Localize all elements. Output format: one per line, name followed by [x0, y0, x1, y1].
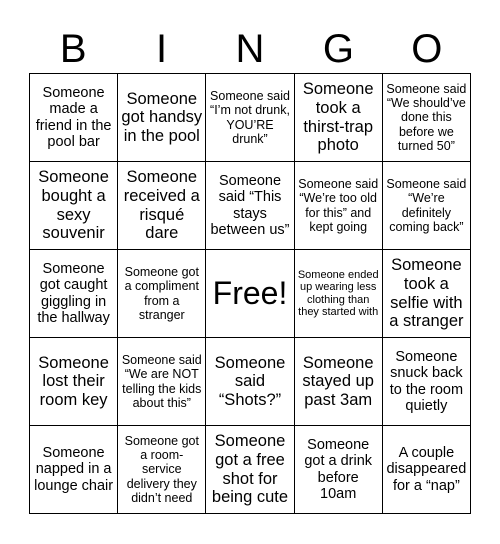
cell-text: Someone took a selfie with a stranger	[389, 256, 464, 331]
cell-text: Someone said “Shots?”	[214, 353, 286, 409]
bingo-cell[interactable]	[30, 250, 118, 338]
cell-text: Someone snuck back to the room quietly	[389, 348, 464, 414]
cell-text: Someone bought a sexy souvenir	[38, 168, 109, 243]
bingo-cell[interactable]	[206, 162, 294, 250]
bingo-cell[interactable]	[30, 74, 118, 162]
free-space-text: Free!	[212, 275, 288, 312]
cell-text: Someone took a thirst-trap photo	[302, 80, 374, 155]
bingo-cell[interactable]	[295, 426, 383, 514]
cell-text: Someone said “We’re too old for this” and kept going	[298, 177, 379, 234]
bingo-header	[29, 26, 471, 72]
bingo-cell[interactable]	[295, 74, 383, 162]
bingo-cell[interactable]	[206, 338, 294, 426]
header-letter-b: B	[59, 27, 87, 71]
cell-text: Someone ended up wearing less clothing than they started with	[297, 268, 379, 318]
bingo-cell[interactable]	[383, 250, 471, 338]
cell-text: Someone made a friend in the pool bar	[35, 84, 112, 150]
header-letter-g: G	[322, 27, 354, 71]
bingo-cell[interactable]	[383, 162, 471, 250]
cell-text: Someone got a room-service delivery they didn’t need	[124, 434, 199, 505]
bingo-cell-free[interactable]	[206, 250, 294, 338]
bingo-cell[interactable]	[118, 74, 206, 162]
cell-text: Someone said “We’re definitely coming back”	[386, 177, 467, 234]
cell-text: Someone stayed up past 3am	[302, 353, 374, 409]
bingo-cell[interactable]	[206, 74, 294, 162]
cell-text: Someone said “We are NOT telling the kids about this”	[121, 353, 202, 410]
header-letter-i: I	[156, 27, 168, 71]
bingo-cell[interactable]	[383, 338, 471, 426]
cell-text: Someone received a risqué dare	[123, 168, 200, 243]
cell-text: Someone got a compliment from a stranger	[124, 265, 199, 322]
bingo-cell[interactable]	[30, 162, 118, 250]
cell-text: Someone lost their room key	[38, 353, 109, 409]
cell-text: Someone got handsy in the pool	[121, 89, 203, 145]
cell-text: Someone said “I’m not drunk, YOU’RE drunk”	[210, 89, 290, 146]
cell-text: Someone got caught giggling in the hallway	[37, 260, 110, 326]
header-letter-n: N	[235, 27, 265, 71]
bingo-cell[interactable]	[295, 250, 383, 338]
bingo-cell[interactable]	[30, 338, 118, 426]
bingo-grid	[29, 73, 471, 514]
bingo-cell[interactable]	[30, 426, 118, 514]
bingo-cell[interactable]	[118, 250, 206, 338]
cell-text: Someone got a drink before 10am	[304, 436, 373, 502]
header-letter-o: O	[411, 27, 443, 71]
bingo-cell[interactable]	[295, 338, 383, 426]
cell-text: Someone napped in a lounge chair	[34, 444, 114, 494]
bingo-cell[interactable]	[118, 162, 206, 250]
cell-text: A couple disappeared for a “nap”	[386, 444, 467, 494]
bingo-cell[interactable]	[118, 426, 206, 514]
bingo-cell[interactable]	[383, 74, 471, 162]
bingo-cell[interactable]	[118, 338, 206, 426]
cell-text: Someone said “We should’ve done this before we turned 50”	[386, 82, 467, 153]
bingo-cell[interactable]	[383, 426, 471, 514]
cell-text: Someone said “This stays between us”	[210, 172, 290, 238]
cell-text: Someone got a free shot for being cute	[211, 432, 289, 507]
bingo-cell[interactable]	[295, 162, 383, 250]
bingo-cell[interactable]	[206, 426, 294, 514]
